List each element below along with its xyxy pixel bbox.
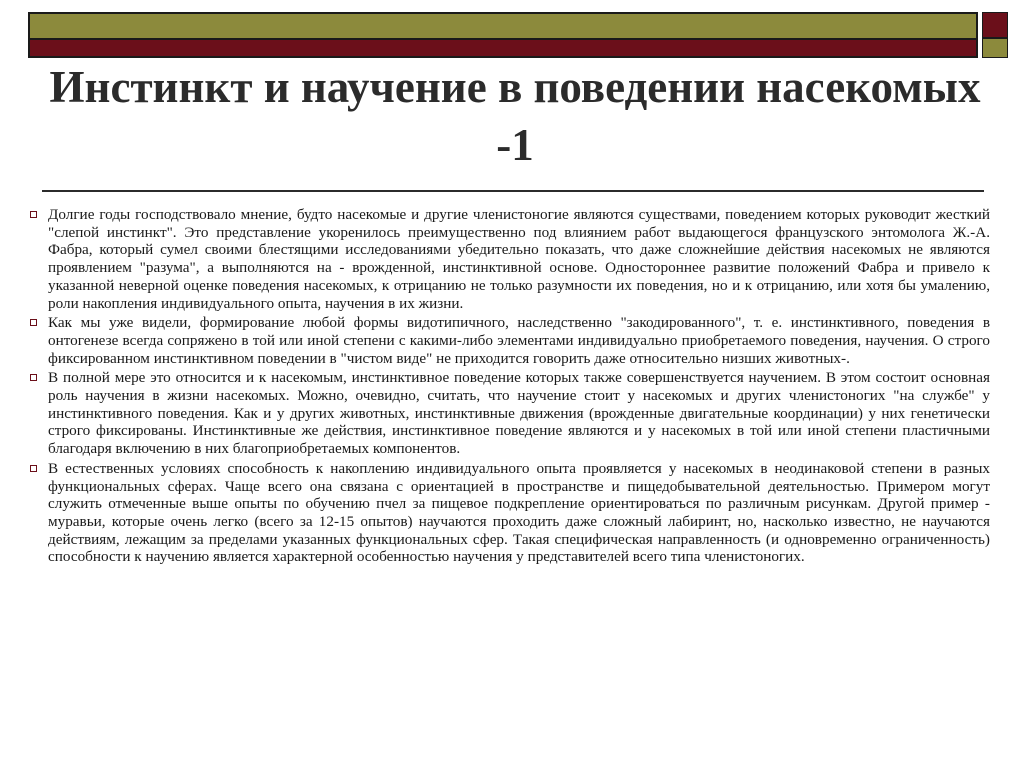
paragraph-text: В полной мере это относится и к насекомым, инстинктивное поведение которых также совершенствуется научением. В этом состоит основная роль научения в жизни насекомых. Можно, очевидно, считать, что научение стоит у насекомых и других членистоногих "на службе" у инстинктивного поведения. Как и у других животных, инстинктивные движения (врожденные двигательные координации) у них генетически строго фиксированы. Инстинктивные же действия, инстинктивное поведение являются и у насекомых в той или иной степени пластичными благодаря включению в них благоприобретаемых компонентов. xyxy=(48,369,990,458)
corner-block-red xyxy=(982,12,1008,38)
header-olive-band xyxy=(30,14,976,40)
list-item xyxy=(28,206,990,312)
paragraph-text: В естественных условиях способность к накоплению индивидуального опыта проявляется у насекомых в неодинаковой степени в разных функциональных сферах. Чаще всего она связана с ориентацией в пространстве и пищедобывательной деятельностью. Примером могут служить отмеченные выше опыты по обучению пчел за пищевое подкрепление ориентироваться по различным рисункам. Другой пример - муравьи, которые очень легко (всего за 12-15 опытов) научаются проходить даже сложный лабиринт, но, насколько известно, не научаются действиям, лежащим за пределами указанных функциональных сфер. Такая специфическая направленность (и одновременно ограниченность) способности к научению является характерной особенностью научения у представителей всего типа членистоногих. xyxy=(48,459,990,566)
title-divider xyxy=(42,190,984,192)
list-item xyxy=(28,314,990,367)
square-bullet-icon xyxy=(30,465,37,472)
slide-title: Инстинкт и научение в поведении насекомых -1 xyxy=(49,62,981,170)
square-bullet-icon xyxy=(30,319,37,326)
square-bullet-icon xyxy=(30,211,37,218)
list-item xyxy=(28,460,990,566)
header-decorative-bar xyxy=(28,12,978,58)
paragraph-text: Как мы уже видели, формирование любой формы видотипичного, наследственно "закодированного", т. е. инстинктивного, поведения в онтогенезе всегда сопряжено в той или иной степени с какими-либо элементами индивидуально приобретаемого поведения, научения. О строго фиксированном инстинктивном поведении в "чистом виде" не приходится говорить даже относительно низших животных-. xyxy=(48,314,990,367)
bullet-list xyxy=(28,206,990,568)
square-bullet-icon xyxy=(30,374,37,381)
paragraph-text: Долгие годы господствовало мнение, будто насекомые и другие членистоногие являются существами, поведением которых руководит жесткий "слепой инстинкт". Это представление укоренилось преимущественно под влиянием работ выдающегося французского энтомолога Ж.-А. Фабра, который сумел своими блестящими исследованиями убедительно показать, что даже сложнейшие действия насекомых не являются проявлением "разума", а выполняются на - врожденной, инстинктивной основе. Одностороннее развитие положений Фабра и привело к указанной неверной оценке поведения насекомых, к отрицанию не только разумности их поведения, но и к отрицанию, или хотя бы умалению, роли накопления индивидуального опыта, научения в их жизни. xyxy=(48,206,990,312)
corner-block-olive xyxy=(982,38,1008,58)
header-corner-blocks xyxy=(982,12,1008,58)
list-item xyxy=(28,369,990,458)
